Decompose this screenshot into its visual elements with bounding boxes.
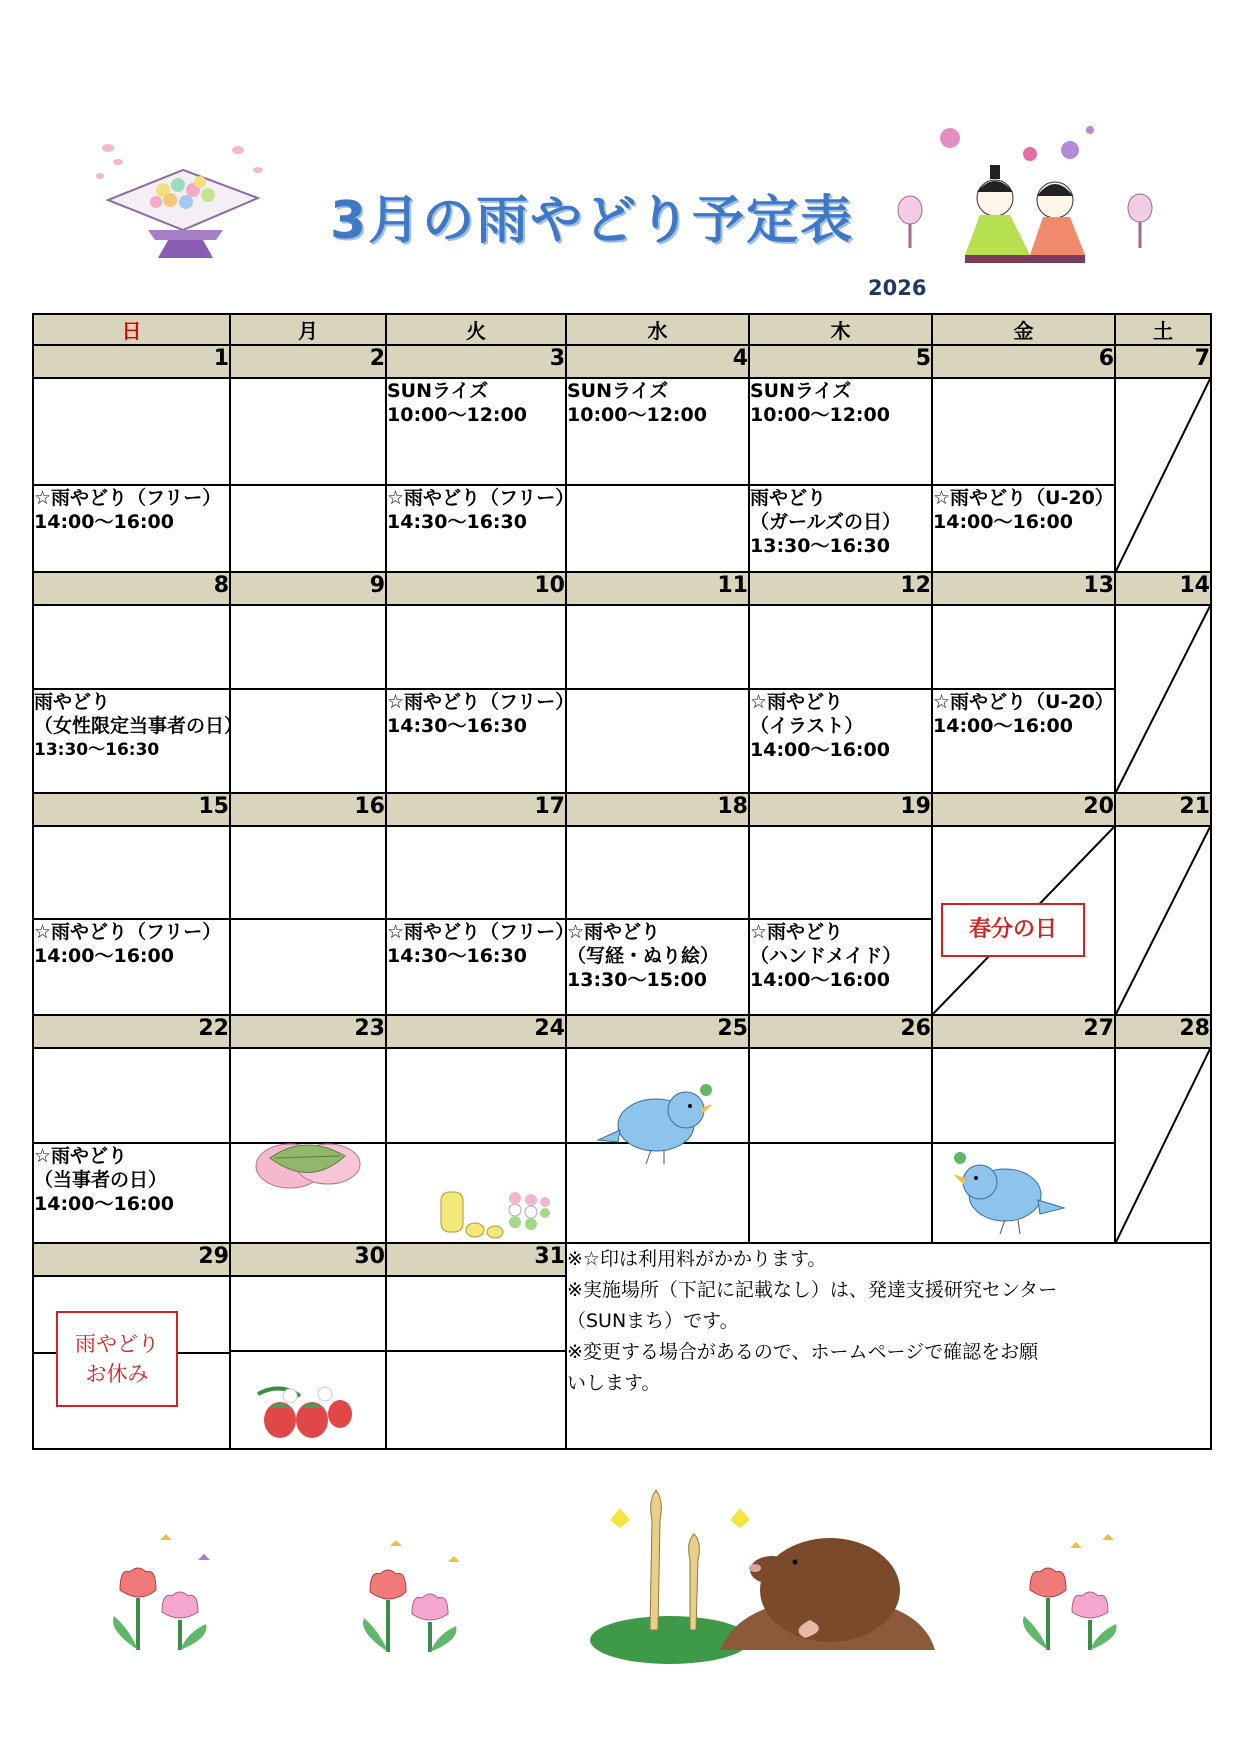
saturday-closed — [1115, 826, 1211, 1015]
day-number: 18 — [566, 793, 749, 826]
morning-slot — [566, 605, 749, 689]
morning-slot — [932, 1048, 1115, 1143]
day-number: 8 — [33, 572, 230, 605]
morning-slot — [33, 378, 230, 485]
event-afternoon: ☆雨やどり （当事者の日） 14:00～16:00 — [33, 1143, 230, 1243]
event-afternoon: ☆雨やどり（フリー） 14:00～16:00 — [33, 485, 230, 572]
day-number: 27 — [932, 1015, 1115, 1048]
day-number: 25 — [566, 1015, 749, 1048]
weekday-header-row — [33, 314, 1211, 345]
day-number: 26 — [749, 1015, 932, 1048]
day-number: 14 — [1115, 572, 1211, 605]
weekday-fri: 金 — [932, 314, 1115, 345]
closed-day-cell — [33, 1276, 230, 1449]
year-label: 2026 — [868, 276, 927, 300]
saturday-closed — [1115, 378, 1211, 572]
sakuramochi-icon — [250, 1128, 370, 1198]
day-number: 5 — [749, 345, 932, 378]
note-line: いします。 — [567, 1372, 661, 1394]
morning-slot — [932, 605, 1115, 689]
morning-slot — [33, 1048, 230, 1143]
tea-and-dango-icon — [435, 1178, 555, 1243]
morning-slot — [749, 605, 932, 689]
morning-slot — [230, 1276, 386, 1351]
morning-slot — [566, 826, 749, 919]
event-afternoon: ☆雨やどり（フリー） 14:30～16:30 — [386, 689, 566, 793]
day-number: 13 — [932, 572, 1115, 605]
tulip-icon — [100, 1520, 220, 1660]
note-line: ※変更する場合があるので、ホームページで確認をお願 — [567, 1341, 1039, 1363]
bluebird-icon — [596, 1080, 716, 1170]
morning-slot — [749, 826, 932, 919]
holiday-label: 春分の日 — [941, 903, 1085, 957]
day-number: 6 — [932, 345, 1115, 378]
week-1-afternoon-row — [33, 485, 1211, 572]
event-afternoon: ☆雨やどり（フリー） 14:30～16:30 — [386, 919, 566, 1015]
event-morning: SUNライズ 10:00～12:00 — [749, 378, 932, 485]
day-number: 10 — [386, 572, 566, 605]
morning-slot — [386, 605, 566, 689]
week-2-morning-row — [33, 605, 1211, 689]
afternoon-slot — [386, 1351, 566, 1449]
event-afternoon: ☆雨やどり （イラスト） 14:00～16:00 — [749, 689, 932, 793]
week-2-number-row — [33, 572, 1211, 605]
event-afternoon: ☆雨やどり（フリー） 14:00～16:00 — [33, 919, 230, 1015]
day-number: 19 — [749, 793, 932, 826]
event-morning: SUNライズ 10:00～12:00 — [566, 378, 749, 485]
strawberry-icon — [250, 1382, 360, 1442]
afternoon-slot — [566, 689, 749, 793]
afternoon-slot — [230, 485, 386, 572]
day-number: 29 — [33, 1243, 230, 1276]
day-number: 12 — [749, 572, 932, 605]
day-number: 9 — [230, 572, 386, 605]
day-number: 22 — [33, 1015, 230, 1048]
morning-slot — [932, 378, 1115, 485]
event-afternoon: 雨やどり （女性限定当事者の日） 13:30～16:30 — [33, 689, 230, 793]
morning-slot — [230, 605, 386, 689]
day-number: 20 — [932, 793, 1115, 826]
weekday-wed: 水 — [566, 314, 749, 345]
event-afternoon: ☆雨やどり（フリー） 14:30～16:30 — [386, 485, 566, 572]
note-line: ※☆印は利用料がかかります。 — [567, 1248, 827, 1270]
morning-slot — [386, 1048, 566, 1143]
weekday-mon: 月 — [230, 314, 386, 345]
day-number: 30 — [230, 1243, 386, 1276]
week-3-morning-row — [33, 826, 1211, 919]
day-number: 11 — [566, 572, 749, 605]
afternoon-slot — [230, 919, 386, 1015]
week-1-number-row — [33, 345, 1211, 378]
event-afternoon: ☆雨やどり（U-20） 14:00～16:00 — [932, 485, 1115, 572]
week-4-number-row — [33, 1015, 1211, 1048]
event-afternoon: ☆雨やどり（U-20） 14:00～16:00 — [932, 689, 1115, 793]
afternoon-slot — [749, 1143, 932, 1243]
week-3-number-row — [33, 793, 1211, 826]
morning-slot — [33, 826, 230, 919]
day-number: 4 — [566, 345, 749, 378]
day-number: 31 — [386, 1243, 566, 1276]
bluebird-icon — [950, 1150, 1070, 1240]
morning-slot — [386, 1276, 566, 1351]
page-title: 3月の雨やどり予定表 — [330, 191, 855, 251]
event-afternoon: 雨やどり （ガールズの日） 13:30～16:30 — [749, 485, 932, 572]
day-number: 15 — [33, 793, 230, 826]
day-number: 2 — [230, 345, 386, 378]
morning-slot — [749, 1048, 932, 1143]
holiday-cell — [932, 826, 1115, 1015]
day-number: 24 — [386, 1015, 566, 1048]
calendar-table — [32, 313, 1212, 1450]
day-number: 7 — [1115, 345, 1211, 378]
mole-icon — [590, 1480, 950, 1670]
note-line: （SUNまち）です。 — [567, 1310, 739, 1332]
event-afternoon: ☆雨やどり （ハンドメイド） 14:00～16:00 — [749, 919, 932, 1015]
day-number: 16 — [230, 793, 386, 826]
afternoon-slot — [230, 689, 386, 793]
event-morning: SUNライズ 10:00～12:00 — [386, 378, 566, 485]
weekday-sun: 日 — [33, 314, 230, 345]
week-1-morning-row — [33, 378, 1211, 485]
hina-dolls-icon — [880, 120, 1170, 270]
weekday-sat: 土 — [1115, 314, 1211, 345]
tulip-icon — [350, 1522, 470, 1662]
closed-label: 雨やどり お休み — [56, 1311, 178, 1407]
day-number: 17 — [386, 793, 566, 826]
day-number: 21 — [1115, 793, 1211, 826]
tulip-icon — [1010, 1520, 1130, 1660]
weekday-tue: 火 — [386, 314, 566, 345]
morning-slot — [33, 605, 230, 689]
hishimochi-icon — [88, 140, 278, 260]
day-number: 23 — [230, 1015, 386, 1048]
week-5-number-row — [33, 1243, 1211, 1276]
morning-slot — [230, 378, 386, 485]
event-afternoon: ☆雨やどり （写経・ぬり絵） 13:30～15:00 — [566, 919, 749, 1015]
saturday-closed — [1115, 1048, 1211, 1243]
morning-slot — [386, 826, 566, 919]
week-2-afternoon-row — [33, 689, 1211, 793]
note-line: ※実施場所（下記に記載なし）は、発達支援研究センター — [567, 1279, 1058, 1301]
day-number: 3 — [386, 345, 566, 378]
morning-slot — [230, 826, 386, 919]
day-number: 1 — [33, 345, 230, 378]
weekday-thu: 木 — [749, 314, 932, 345]
notes-box — [566, 1243, 1211, 1449]
day-number: 28 — [1115, 1015, 1211, 1048]
afternoon-slot — [566, 485, 749, 572]
saturday-closed — [1115, 605, 1211, 793]
